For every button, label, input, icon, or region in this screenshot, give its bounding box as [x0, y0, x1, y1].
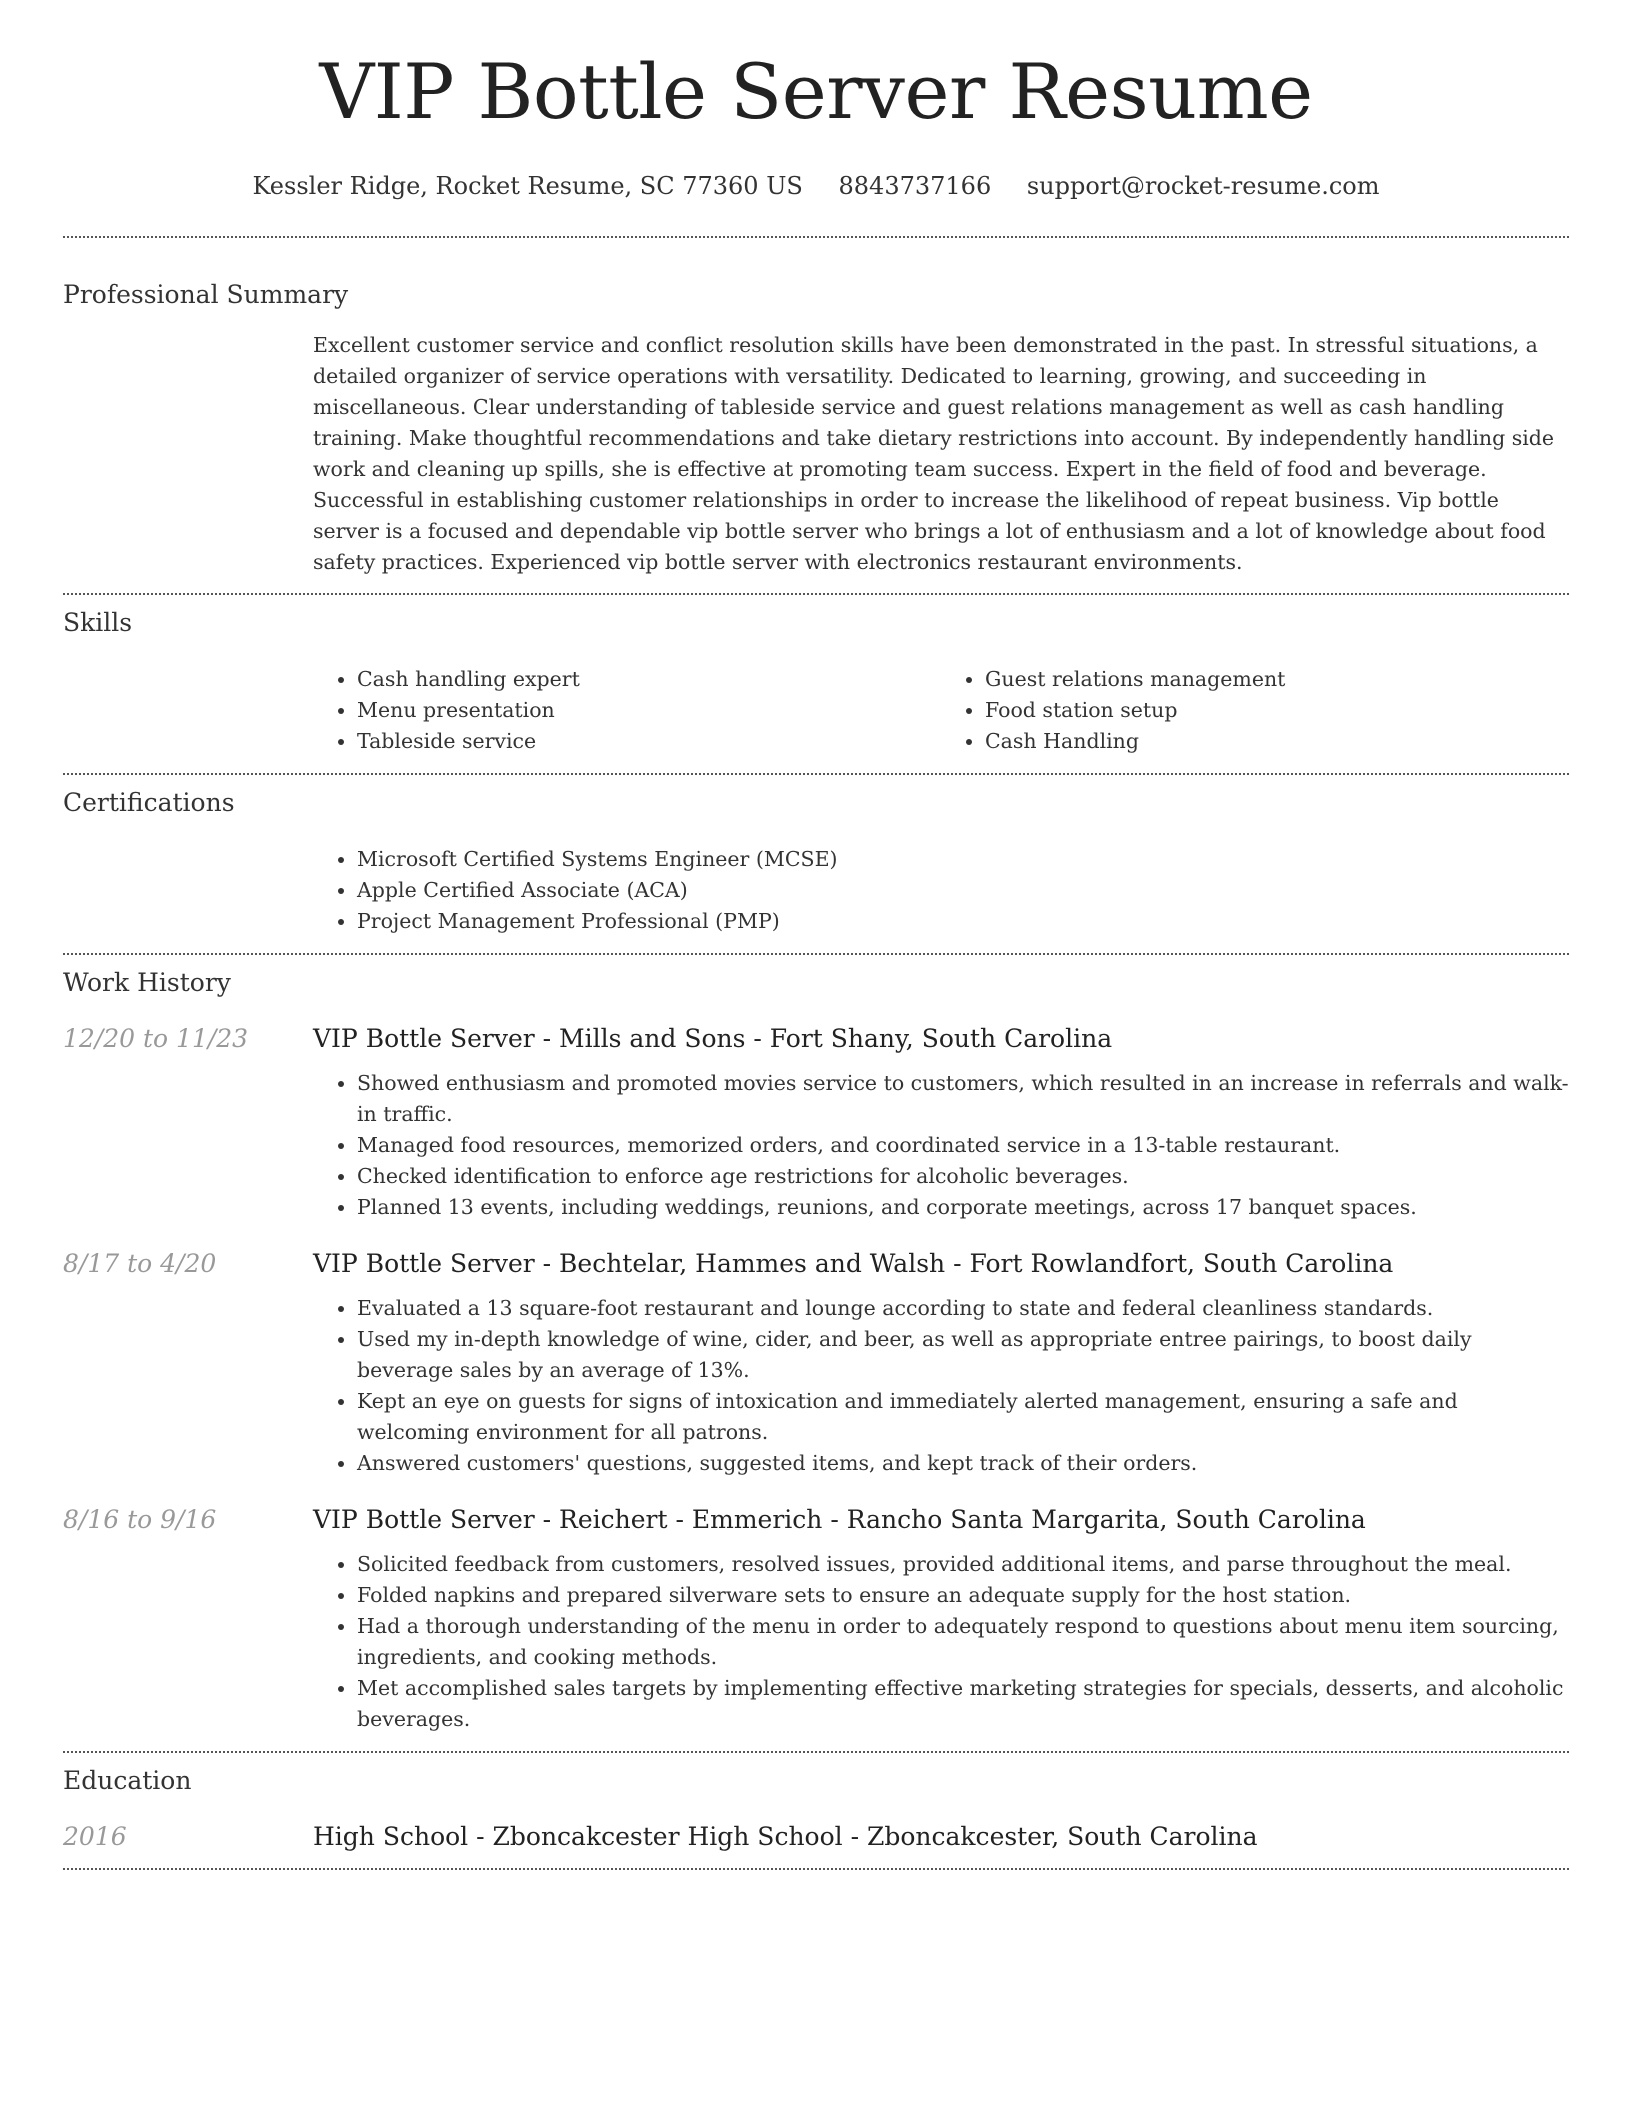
section-skills	[63, 595, 1569, 773]
job-title: VIP Bottle Server - Bechtelar, Hammes and Walsh - Fort Rowlandfort, South Carolina	[313, 1248, 1394, 1278]
job-title: VIP Bottle Server - Mills and Sons - Fort Shany, South Carolina	[313, 1023, 1113, 1053]
job-dates: 8/16 to 9/16	[63, 1504, 217, 1534]
job-bullet: • Planned 13 events, including weddings, reunions, and corporate meetings, across 17 banquet spaces.	[357, 1192, 1569, 1223]
job-bullet: • Had a thorough understanding of the menu in order to adequately respond to questions about menu item sourcing, ingredients, and cooking methods.	[357, 1611, 1569, 1673]
section-heading-certifications: Certifications	[63, 787, 235, 817]
job-title: VIP Bottle Server - Reichert - Emmerich - Rancho Santa Margarita, South Carolina	[313, 1504, 1366, 1534]
skill-item: • Guest relations management	[985, 664, 1569, 695]
skill-item: • Cash Handling	[985, 726, 1569, 757]
job-bullet: • Answered customers' questions, suggested items, and kept track of their orders.	[357, 1448, 1569, 1479]
section-summary	[63, 238, 1569, 593]
section-education	[63, 1753, 1569, 1868]
resume-title: VIP Bottle Server Resume	[319, 47, 1313, 136]
section-work-history	[63, 955, 1569, 1751]
job-dates: 12/20 to 11/23	[63, 1023, 249, 1053]
skills-list-left	[313, 664, 941, 757]
job-bullets	[313, 1068, 1569, 1223]
skill-item: • Cash handling expert	[357, 664, 941, 695]
contact-email: support@rocket-resume.com	[1026, 171, 1380, 200]
skill-item: • Food station setup	[985, 695, 1569, 726]
section-heading-summary: Professional Summary	[63, 279, 349, 309]
job-bullet: • Kept an eye on guests for signs of intoxication and immediately alerted management, ensuring a safe and welcoming environment for all patrons.	[357, 1386, 1569, 1448]
job-entry	[63, 1505, 1569, 1735]
education-title: High School - Zboncakcester High School - Zboncakcester, South Carolina	[313, 1821, 1258, 1851]
education-entry	[63, 1822, 1569, 1852]
job-bullet: • Solicited feedback from customers, resolved issues, provided additional items, and parse throughout the meal.	[357, 1549, 1569, 1580]
summary-text: Excellent customer service and conflict resolution skills have been demonstrated in the past. In stressful situations, a detailed organizer of service operations with versatility. Dedicated to learning, growing, and succeeding in miscellaneous. Clear understanding of tableside service and guest relations management as well as cash handling training. Make thoughtful recommendations and take dietary restrictions into account. By independently handling side work and cleaning up spills, she is effective at promoting team success. Expert in the field of food and beverage. Successful in establishing customer relationships in order to increase the likelihood of repeat business. Vip bottle server is a focused and dependable vip bottle server who brings a lot of enthusiasm and a lot of knowledge about food safety practices. Experienced vip bottle server with electronics restaurant environments.	[313, 332, 1555, 574]
job-bullet: • Managed food resources, memorized orders, and coordinated service in a 13-table restaurant.	[357, 1130, 1569, 1161]
job-bullet: • Evaluated a 13 square-foot restaurant and lounge according to state and federal cleanliness standards.	[357, 1293, 1569, 1324]
skills-list-right	[941, 664, 1569, 757]
education-year: 2016	[63, 1821, 127, 1851]
contact-address: Kessler Ridge, Rocket Resume, SC 77360 US	[252, 171, 803, 200]
job-dates: 8/17 to 4/20	[63, 1248, 217, 1278]
certification-item: • Microsoft Certified Systems Engineer (MCSE)	[357, 844, 1569, 875]
job-bullets	[313, 1549, 1569, 1735]
skill-item: • Tableside service	[357, 726, 941, 757]
section-heading-work-history: Work History	[63, 967, 231, 997]
contact-phone: 8843737166	[838, 171, 992, 200]
job-entry	[63, 1249, 1569, 1479]
section-heading-skills: Skills	[63, 607, 133, 637]
section-certifications	[63, 775, 1569, 953]
job-bullet: • Met accomplished sales targets by implementing effective marketing strategies for specials, desserts, and alcoholic beverages.	[357, 1673, 1569, 1735]
certifications-list	[313, 844, 1569, 937]
job-bullets	[313, 1293, 1569, 1479]
job-bullet: • Folded napkins and prepared silverware sets to ensure an adequate supply for the host station.	[357, 1580, 1569, 1611]
certification-item: • Project Management Professional (PMP)	[357, 906, 1569, 937]
job-bullet: • Used my in-depth knowledge of wine, cider, and beer, as well as appropriate entree pairings, to boost daily beverage sales by an average of 13%.	[357, 1324, 1569, 1386]
section-heading-education: Education	[63, 1765, 192, 1795]
contact-line	[63, 172, 1569, 200]
job-bullet: • Checked identification to enforce age restrictions for alcoholic beverages.	[357, 1161, 1569, 1192]
certification-item: • Apple Certified Associate (ACA)	[357, 875, 1569, 906]
divider	[63, 1868, 1569, 1870]
job-bullet: • Showed enthusiasm and promoted movies service to customers, which resulted in an increase in referrals and walk-in traffic.	[357, 1068, 1569, 1130]
skill-item: • Menu presentation	[357, 695, 941, 726]
job-entry	[63, 1024, 1569, 1223]
